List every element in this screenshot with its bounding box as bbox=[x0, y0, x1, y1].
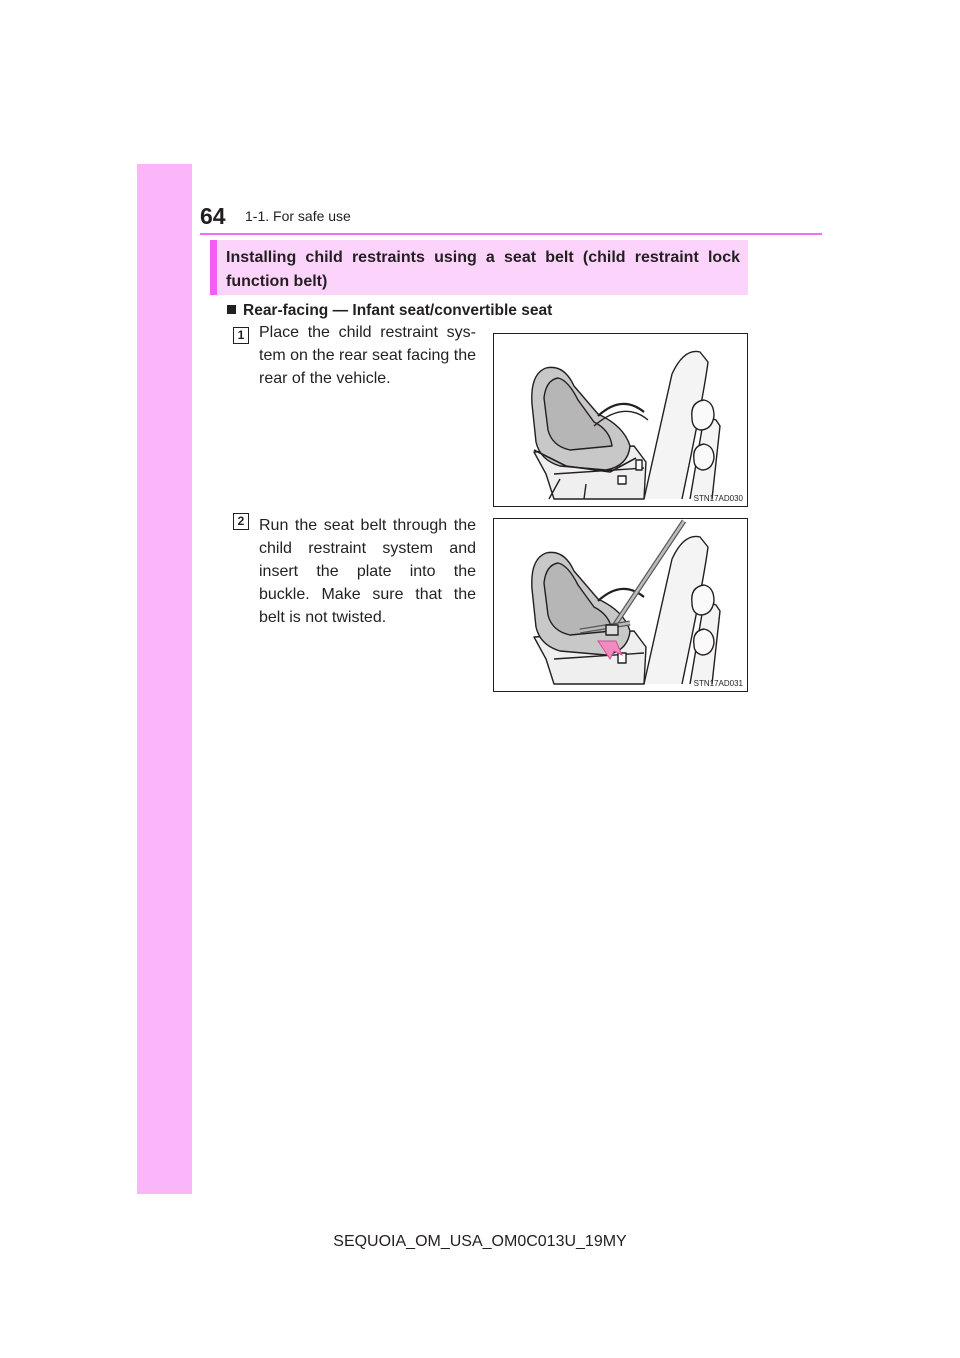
document-id-footer: SEQUOIA_OM_USA_OM0C013U_19MY bbox=[333, 1233, 627, 1250]
step-text-2: Run the seat belt through the child restraint system and insert the plate into the buckle. Make sure that the belt is not twisted. bbox=[259, 517, 476, 626]
step-number-2: 2 bbox=[233, 513, 249, 530]
figure-step-2 bbox=[493, 518, 748, 692]
header-rule bbox=[200, 233, 822, 235]
seat-belt-routing-illustration bbox=[494, 519, 747, 691]
figure-step-1 bbox=[493, 333, 748, 507]
infant-seat-on-rear-seat-illustration bbox=[494, 334, 747, 506]
figure-code-1: STN17AD030 bbox=[693, 494, 743, 503]
running-head: 1-1. For safe use bbox=[245, 208, 351, 224]
figure-code-2: STN17AD031 bbox=[693, 679, 743, 688]
section-title: Installing child restraints using a seat belt (child restraint lock function belt) bbox=[226, 249, 740, 290]
subheading bbox=[227, 302, 552, 320]
page-number: 64 bbox=[200, 203, 226, 229]
chapter-tab-band bbox=[137, 164, 192, 1194]
step-number-1: 1 bbox=[233, 327, 249, 344]
step-text-1: Place the child restraint sys- tem on the rear seat facing the rear of the vehicle. bbox=[259, 324, 477, 387]
section-title-box bbox=[210, 240, 748, 295]
square-bullet-icon bbox=[227, 305, 236, 314]
subheading-label: Rear-facing — Infant seat/convertible seat bbox=[243, 302, 553, 319]
